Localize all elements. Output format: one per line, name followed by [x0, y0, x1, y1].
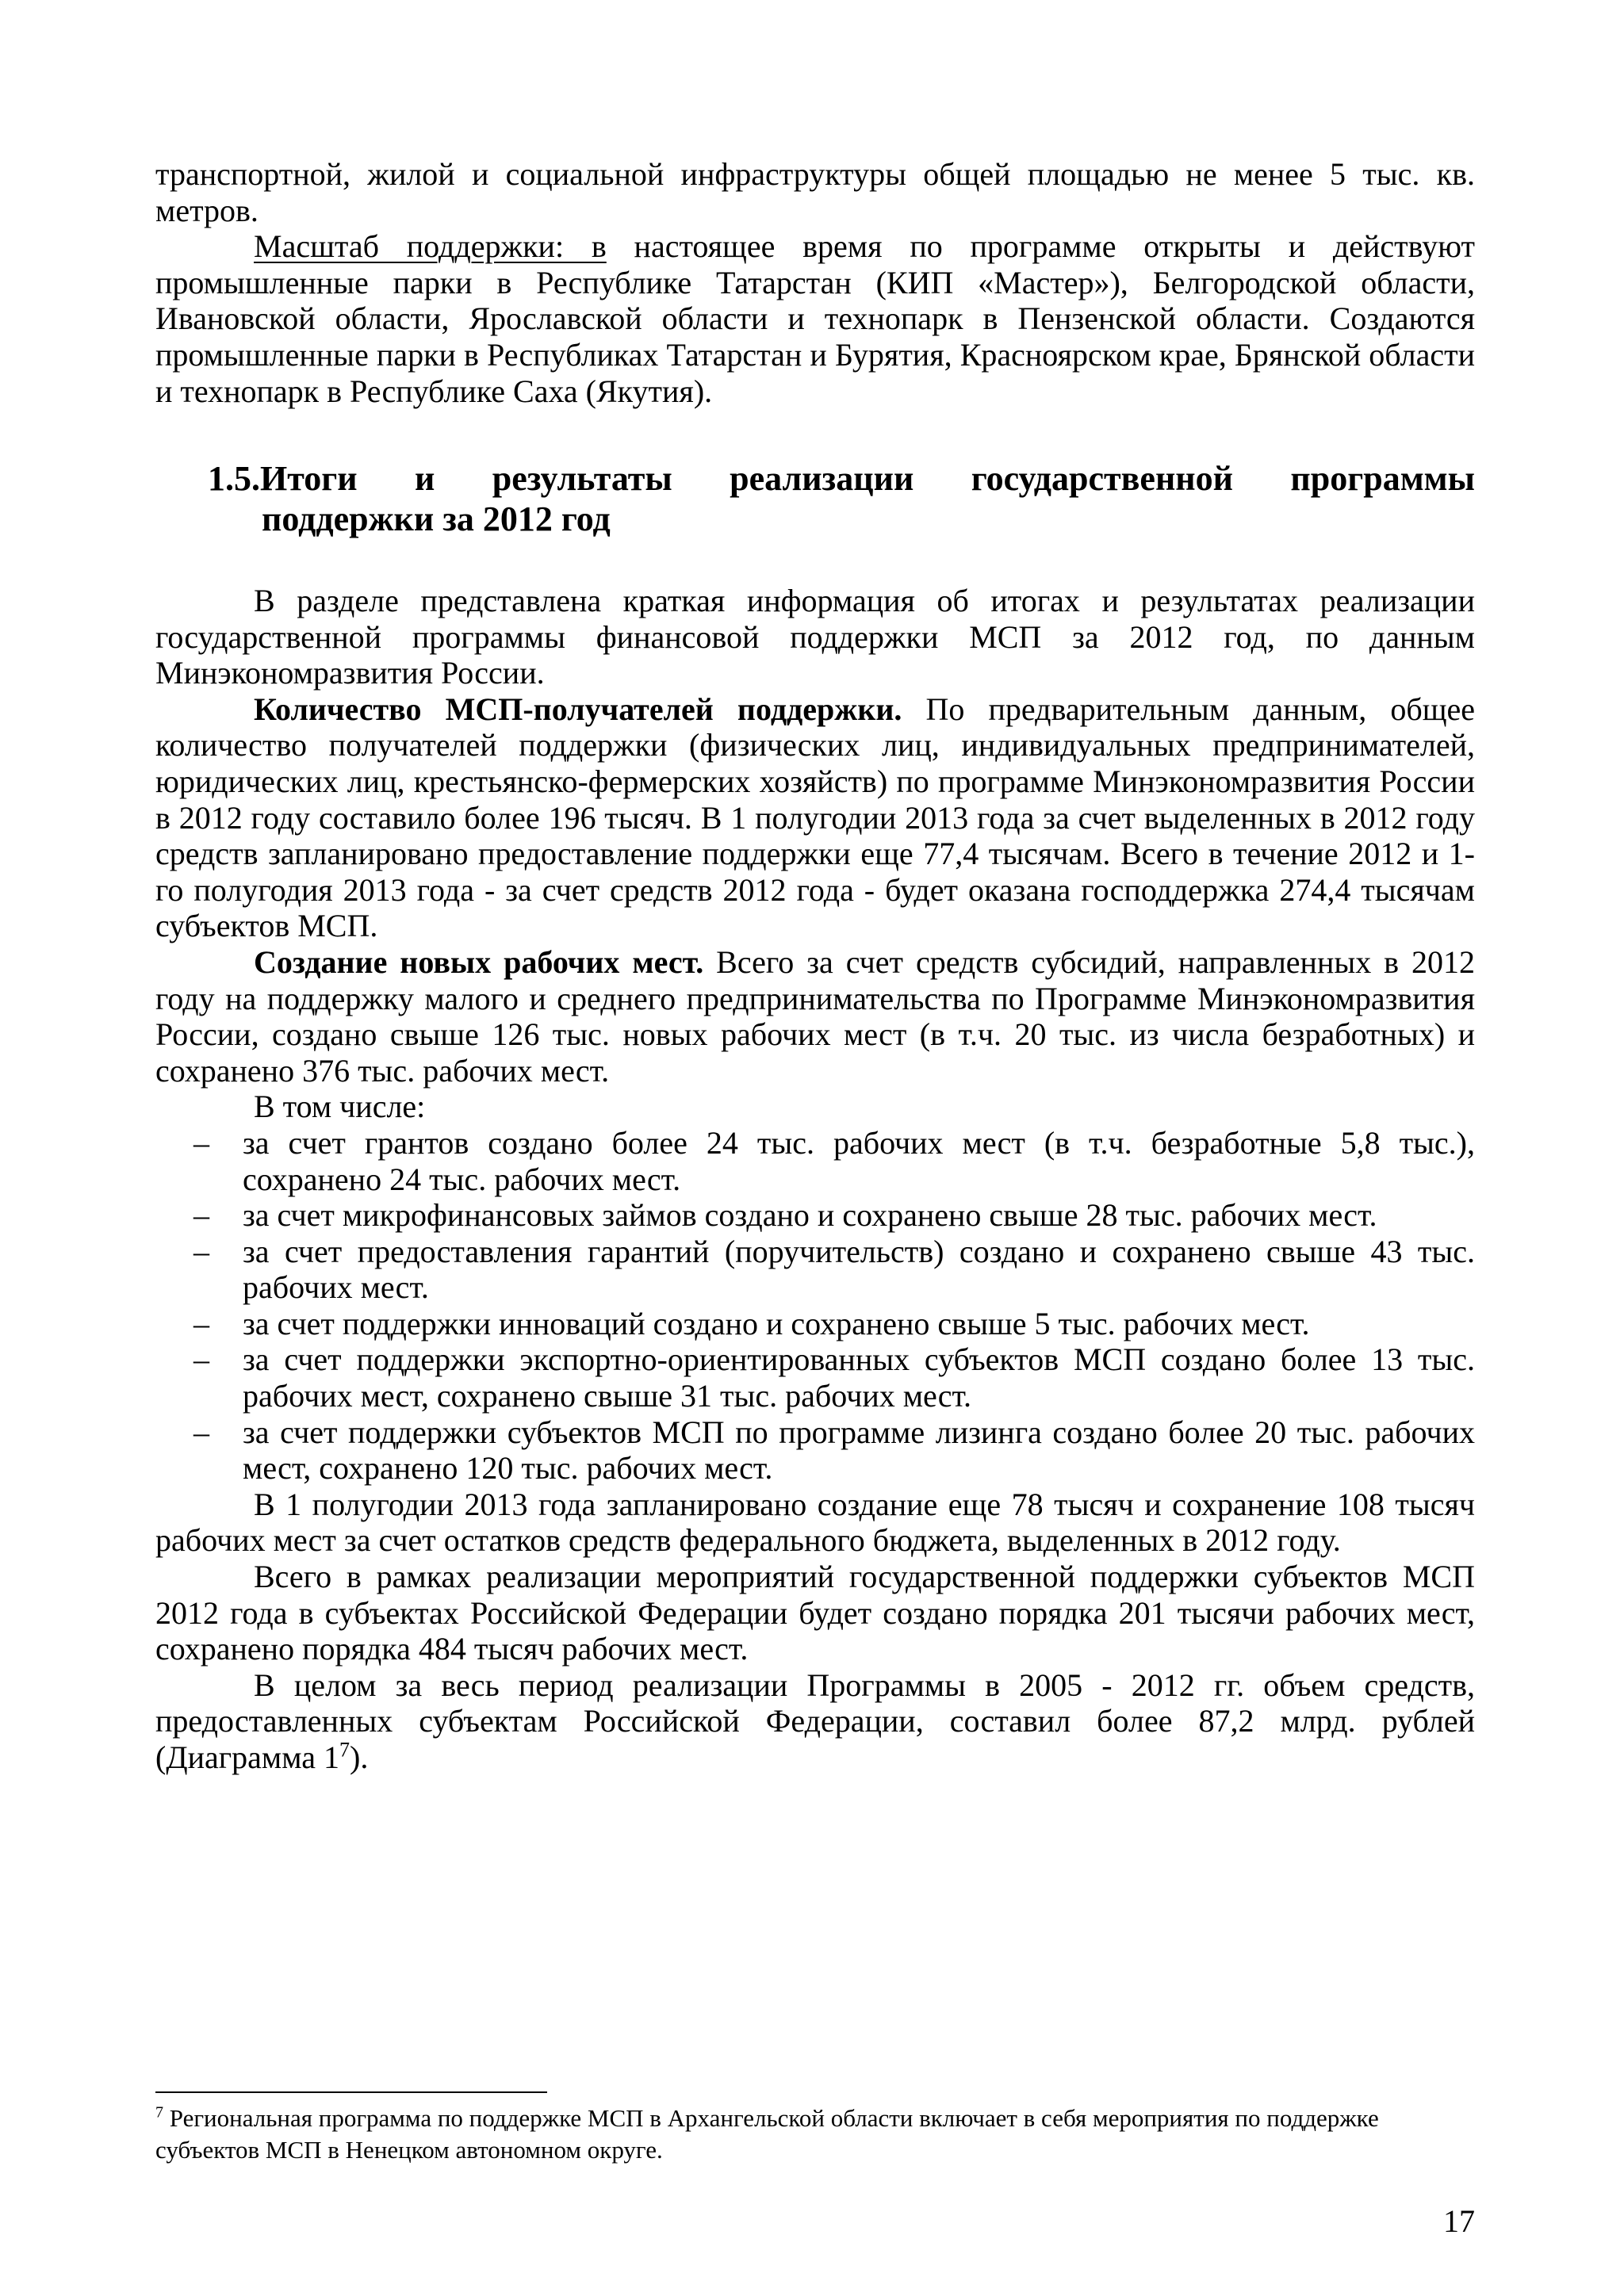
- intro-block: [155, 156, 1475, 409]
- scale-label: Масштаб поддержки: в: [254, 228, 607, 265]
- list-dash: –: [193, 1124, 209, 1161]
- list-item-text: за счет грантов создано более 24 тыс. рабочих мест (в т.ч. безработные 5,8 тыс.), сохранено 24 тыс. рабочих мест.: [243, 1124, 1475, 1197]
- section-heading: [208, 458, 1475, 539]
- paragraph-planned: В 1 полугодии 2013 года запланировано создание еще 78 тысяч и сохранение 108 тысяч рабочих мест за счет остатков средств федерального бюджета, выделенных в 2012 году.: [155, 1486, 1475, 1559]
- funding-text-end: ).: [350, 1739, 369, 1775]
- paragraph-including: В том числе:: [254, 1089, 426, 1125]
- funding-text: В целом за весь период реализации Программы в 2005 - 2012 гг. объем средств, предоставленных субъектам Российской Федерации, составил более 87,2 млрд. рублей (Диаграмма 1: [155, 1667, 1475, 1775]
- list-item: [155, 1414, 1475, 1487]
- footnote-number: 7: [155, 2103, 163, 2122]
- paragraph-recipients: [155, 691, 1475, 944]
- section-title-line2: поддержки за 2012 год: [262, 499, 611, 538]
- scale-text: настоящее время по программе открыты и действуют промышленные парки в Республике Татарстан (КИП «Мастер»), Белгородской области, Ивановской области, Ярославской области и технопарк в Пензенской области. Создаются промышленные парки в Республиках Татарстан и Бурятия, Красноярском крае, Брянской области и технопарк в Республике Саха (Якутия).: [155, 228, 1476, 409]
- list-dash: –: [193, 1341, 209, 1378]
- footnote-reference[interactable]: 7: [339, 1738, 350, 1762]
- list-dash: –: [193, 1233, 209, 1269]
- main-body: [155, 583, 1475, 1776]
- jobs-list: [155, 1125, 1475, 1487]
- list-item: [155, 1306, 1475, 1342]
- footnote-separator: [155, 2091, 547, 2093]
- scale-paragraph: [155, 228, 1475, 409]
- intro-paragraph: транспортной, жилой и социальной инфраструктуры общей площадью не менее 5 тыс. кв. метров.: [155, 156, 1475, 228]
- section-number: 1.5.: [208, 459, 260, 498]
- recipients-heading: Количество МСП-получателей поддержки.: [254, 691, 902, 727]
- jobs-heading: Создание новых рабочих мест.: [254, 943, 704, 980]
- page-number: 17: [1443, 2203, 1475, 2239]
- heading-line-1: [208, 458, 1475, 499]
- footnote: [155, 2103, 1475, 2166]
- list-item-text: за счет микрофинансовых займов создано и сохранено свыше 28 тыс. рабочих мест.: [243, 1197, 1377, 1234]
- list-item-text: за счет поддержки экспортно-ориентированных субъектов МСП создано более 13 тыс. рабочих мест, сохранено свыше 31 тыс. рабочих мест.: [243, 1341, 1475, 1414]
- list-item: [155, 1341, 1475, 1414]
- paragraph-total-jobs: Всего в рамках реализации мероприятий государственной поддержки субъектов МСП 2012 года в субъектах Российской Федерации будет создано порядка 201 тысячи рабочих мест, сохранено порядка 484 тысяч рабочих мест.: [155, 1559, 1475, 1667]
- list-dash: –: [193, 1197, 209, 1234]
- list-item: [155, 1197, 1475, 1234]
- paragraph-overview: В разделе представлена краткая информация об итогах и результатах реализации государственной программы финансовой поддержки МСП за 2012 год, по данным Минэкономразвития России.: [155, 583, 1475, 691]
- list-item-text: за счет поддержки субъектов МСП по программе лизинга создано более 20 тыс. рабочих мест, сохранено 120 тыс. рабочих мест.: [243, 1414, 1475, 1487]
- list-item: [155, 1125, 1475, 1197]
- paragraph-jobs: [155, 944, 1475, 1089]
- footnote-text: Региональная программа по поддержке МСП в Архангельской области включает в себя мероприятия по поддержке субъектов МСП в Ненецком автономном округе.: [155, 2104, 1379, 2164]
- list-item-text: за счет поддержки инноваций создано и сохранено свыше 5 тыс. рабочих мест.: [243, 1305, 1310, 1341]
- list-item-text: за счет предоставления гарантий (поручительств) создано и сохранено свыше 43 тыс. рабочих мест.: [243, 1233, 1475, 1306]
- list-dash: –: [193, 1305, 209, 1341]
- list-dash: –: [193, 1414, 209, 1450]
- recipients-text: По предварительным данным, общее количество получателей поддержки (физических лиц, индивидуальных предпринимателей, юридических лиц, крестьянско-фермерских хозяйств) по программе Минэкономразвития России в 2012 году составило более 196 тысяч. В 1 полугодии 2013 года за счет выделенных в 2012 году средств запланировано предоставление поддержки еще 77,4 тысячам. Всего в течение 2012 и 1-го полугодия 2013 года - за счет средств 2012 года - будет оказана господдержка 274,4 тысячам субъектов МСП.: [155, 691, 1476, 944]
- section-title-line1: Итоги и результаты реализации государственной программы: [260, 459, 1475, 498]
- jobs-text: Всего за счет средств субсидий, направленных в 2012 году на поддержку малого и среднего предпринимательства по Программе Минэкономразвития России, создано свыше 126 тыс. новых рабочих мест (в т.ч. 20 тыс. из числа безработных) и сохранено 376 тыс. рабочих мест.: [155, 943, 1476, 1089]
- list-item: [155, 1234, 1475, 1306]
- paragraph-funding: [155, 1667, 1475, 1776]
